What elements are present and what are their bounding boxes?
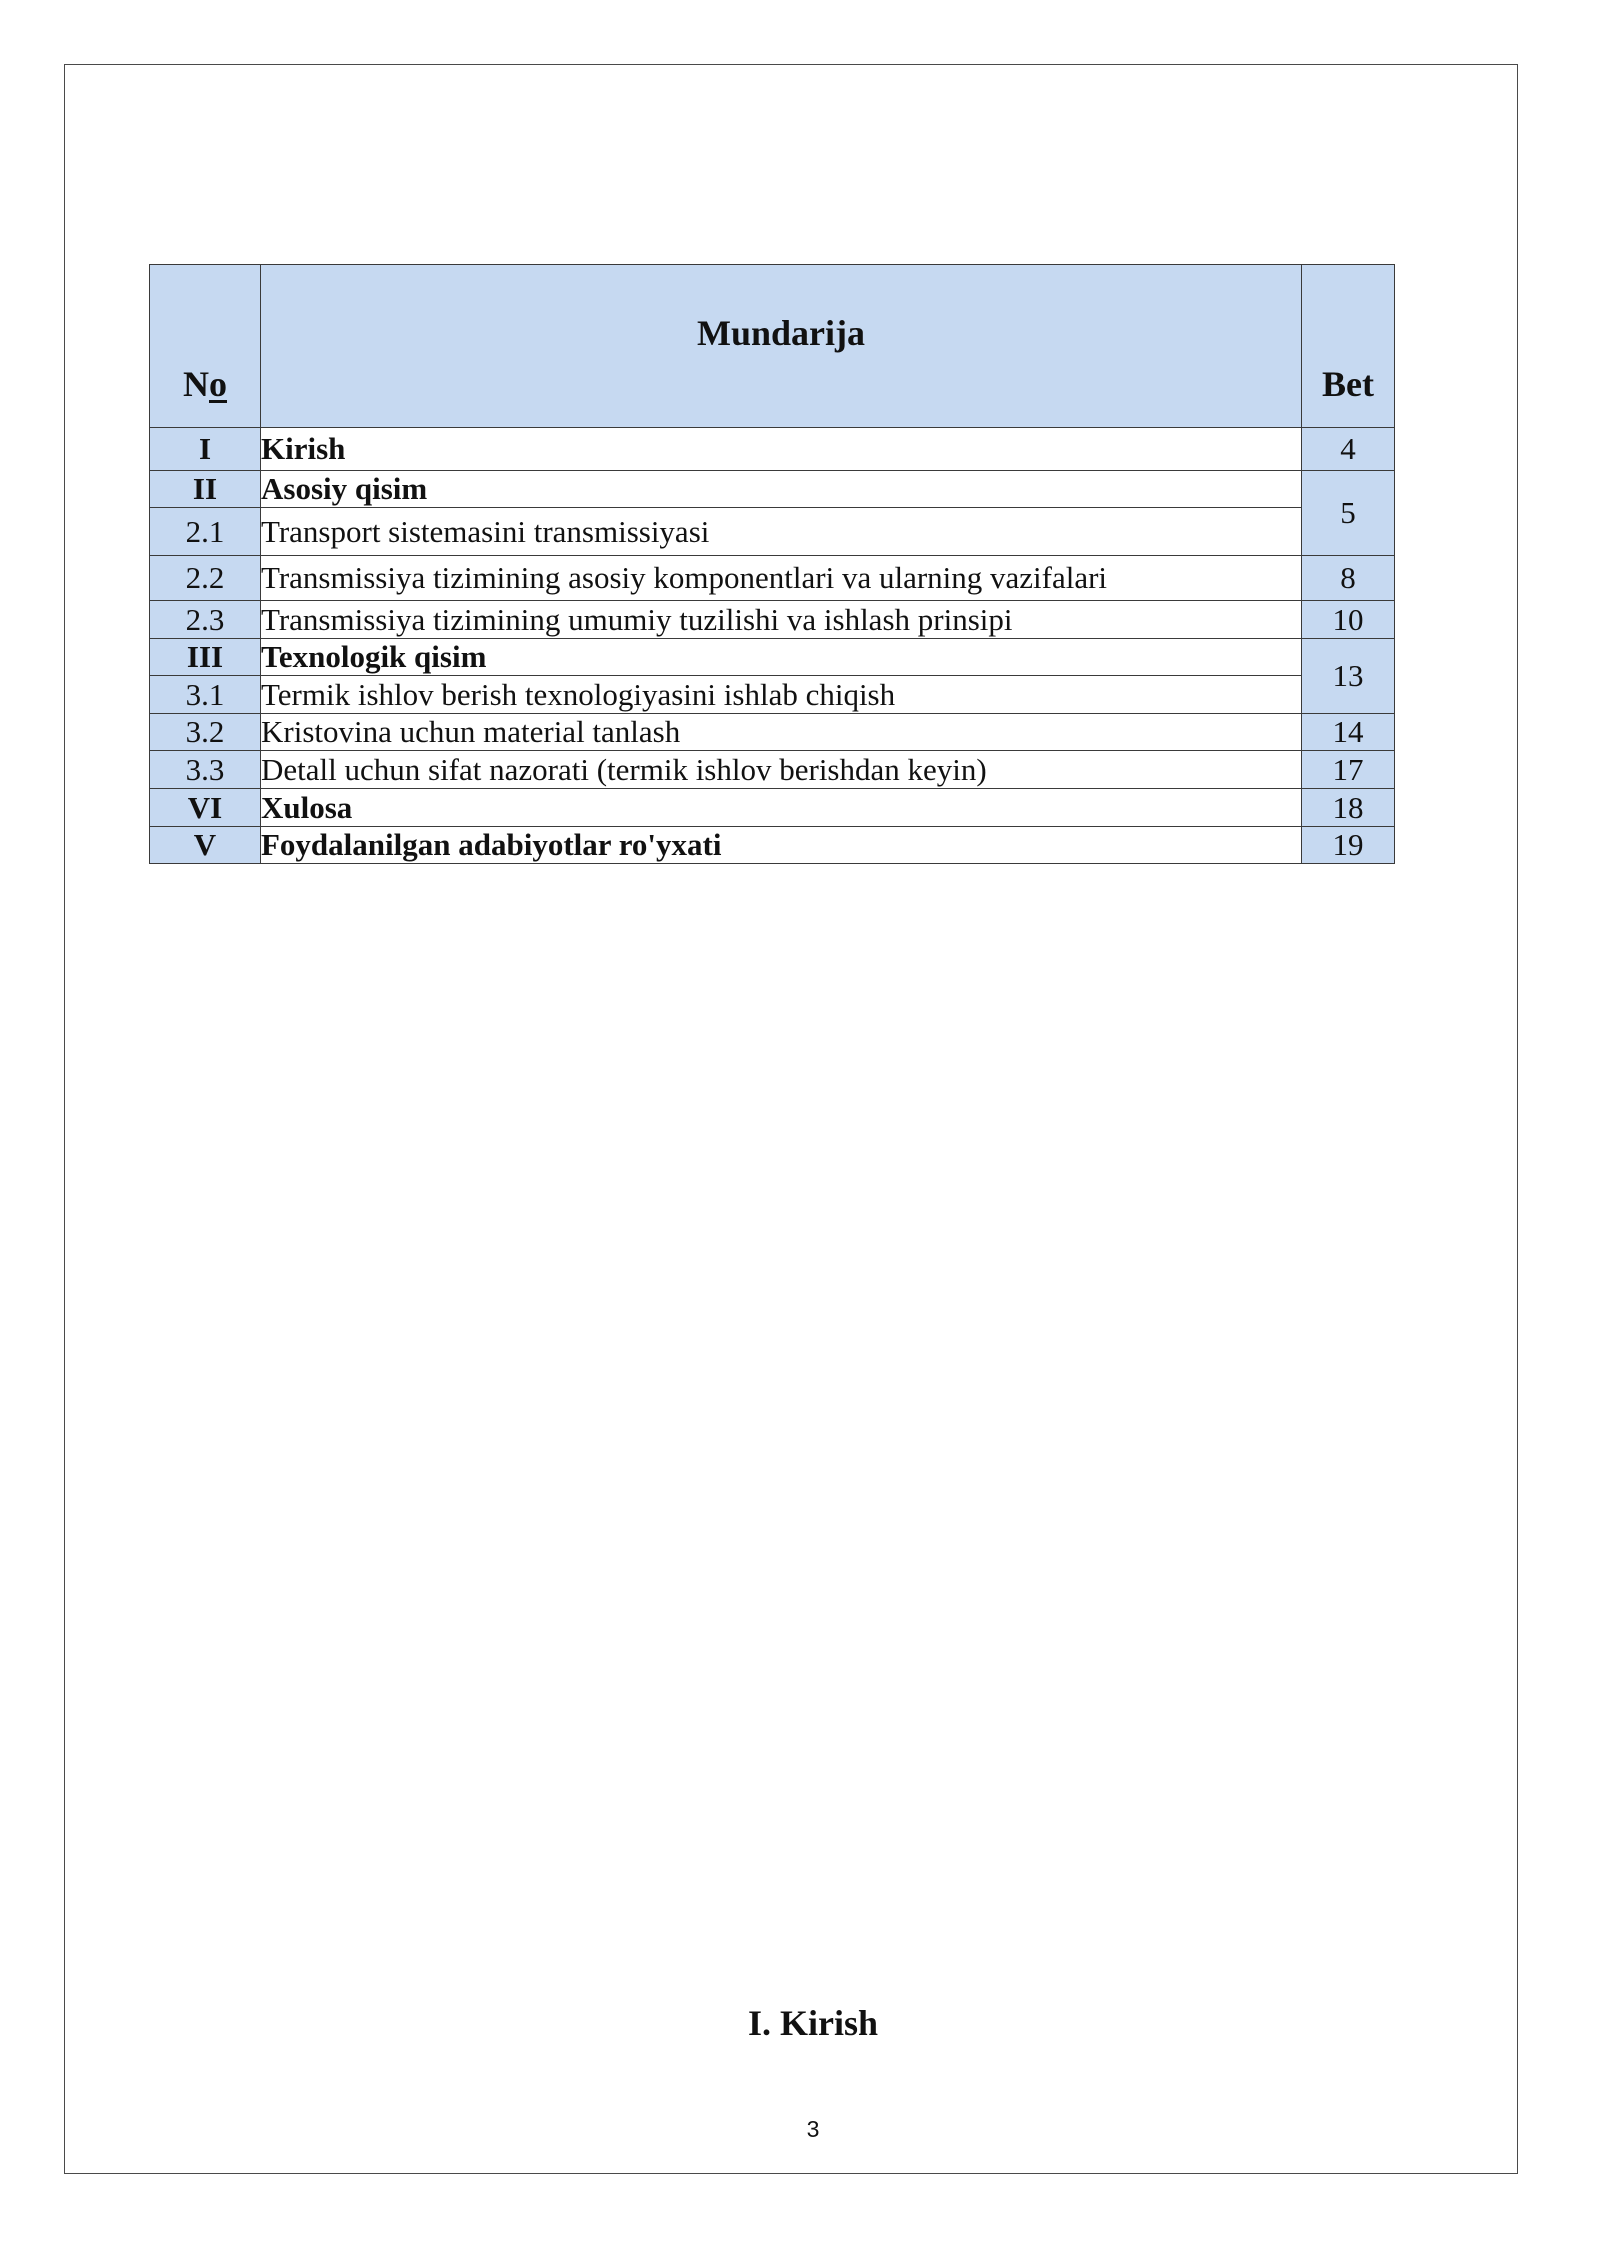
toc-row — [150, 789, 1395, 827]
section-heading: I. Kirish — [747, 2003, 879, 2043]
toc-row-number: 2.2 — [150, 556, 261, 601]
toc-row — [150, 676, 1395, 714]
toc-row-title: Xulosa — [261, 789, 1302, 827]
toc-row-page: 5 — [1302, 471, 1395, 556]
toc-row-number: 2.3 — [150, 601, 261, 639]
toc-row-page: 10 — [1302, 601, 1395, 639]
toc-header-number-suffix: o — [209, 364, 227, 404]
toc-row — [150, 714, 1395, 751]
toc-row-number: V — [150, 827, 261, 864]
toc-row-title: Transport sistemasini transmissiyasi — [261, 508, 1302, 556]
toc-row — [150, 751, 1395, 789]
toc-row — [150, 827, 1395, 864]
toc-header-page: Bet — [1302, 265, 1395, 428]
page-number: 3 — [806, 2116, 820, 2142]
toc-row — [150, 601, 1395, 639]
toc-row-title: Detall uchun sifat nazorati (termik ishlov berishdan keyin) — [261, 751, 1302, 789]
toc-row-page: 14 — [1302, 714, 1395, 751]
toc-row-number: 2.1 — [150, 508, 261, 556]
toc-row-number: 3.1 — [150, 676, 261, 714]
toc-row — [150, 639, 1395, 676]
toc-row-number: 3.2 — [150, 714, 261, 751]
toc-row — [150, 471, 1395, 508]
toc-row-title: Texnologik qisim — [261, 639, 1302, 676]
toc-row-number: 3.3 — [150, 751, 261, 789]
table-of-contents — [149, 264, 1395, 864]
toc-row-page: 8 — [1302, 556, 1395, 601]
toc-row-title: Kirish — [261, 428, 1302, 471]
toc-row-page: 13 — [1302, 639, 1395, 714]
toc-row-title: Kristovina uchun material tanlash — [261, 714, 1302, 751]
toc-row-number: VI — [150, 789, 261, 827]
toc-row-page: 18 — [1302, 789, 1395, 827]
toc-row-page: 17 — [1302, 751, 1395, 789]
toc-row-title: Transmissiya tizimining umumiy tuzilishi va ishlash prinsipi — [261, 601, 1302, 639]
toc-row-number: III — [150, 639, 261, 676]
toc-row-page: 19 — [1302, 827, 1395, 864]
toc-header-row — [150, 265, 1395, 428]
toc-header-number — [150, 265, 261, 428]
toc-row-title: Foydalanilgan adabiyotlar ro'yxati — [261, 827, 1302, 864]
toc-row — [150, 508, 1395, 556]
toc-header-number-prefix: N — [183, 364, 209, 404]
toc-row-title: Termik ishlov berish texnologiyasini ishlab chiqish — [261, 676, 1302, 714]
toc-row — [150, 556, 1395, 601]
toc-row-page: 4 — [1302, 428, 1395, 471]
toc-row-number: I — [150, 428, 261, 471]
toc-row-title: Transmissiya tizimining asosiy komponentlari va ularning vazifalari — [261, 556, 1302, 601]
toc-header-title: Mundarija — [261, 265, 1302, 428]
toc-row-title: Asosiy qisim — [261, 471, 1302, 508]
toc-row — [150, 428, 1395, 471]
toc-row-number: II — [150, 471, 261, 508]
